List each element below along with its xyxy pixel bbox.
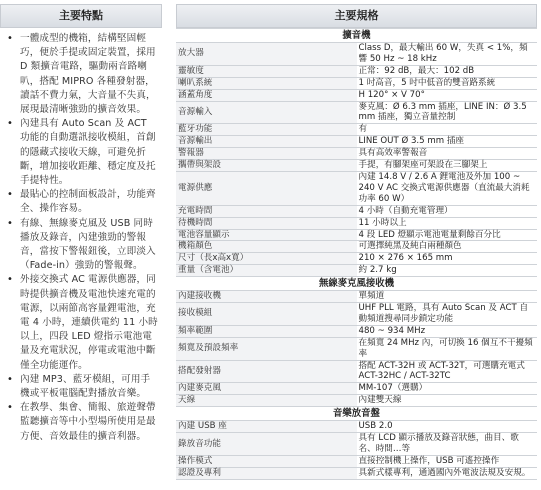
spec-value: USB 2.0 <box>357 421 538 433</box>
spec-key: 警報器 <box>176 148 357 160</box>
spec-value: 4 小時（自動充電管理） <box>357 205 538 217</box>
spec-key: 放大器 <box>176 43 357 66</box>
feature-text: 內建具有 Auto Scan 及 ACT 功能的自動選訊接收模組，首創的隱藏式接收天線，可避免折斷，增加接收距離、穩定度及托手提特性。 <box>20 118 156 187</box>
spec-key: 頻率範圍 <box>176 325 357 337</box>
spec-value: LINE OUT Ø 3.5 mm 插座 <box>357 136 538 148</box>
spec-row <box>176 433 537 456</box>
feature-text: 內建 MP3、藍牙模組，可用手機或平板電腦配對播放音樂。 <box>20 373 151 400</box>
spec-key: 天線 <box>176 395 357 407</box>
spec-value: 11 小時以上 <box>357 217 538 229</box>
section-title: 無線麥克風接收機 <box>176 277 537 291</box>
spec-row <box>176 360 537 383</box>
spec-row <box>176 467 537 479</box>
feature-text: 最貼心的控制面板設計，功能齊全、操作容易。 <box>20 189 156 215</box>
spec-key: 喇叭系統 <box>176 77 357 89</box>
feature-item <box>4 188 158 216</box>
spec-key: 涵蓋角度 <box>176 89 357 101</box>
spec-row <box>176 65 537 77</box>
spec-row <box>176 136 537 148</box>
spec-value: 手提，有腳架座可架設在三腳架上 <box>357 160 538 172</box>
spec-key: 認證及專利 <box>176 467 357 479</box>
spec-value: 有 <box>357 124 538 136</box>
spec-key: 機箱顏色 <box>176 241 357 253</box>
section-title: 擴音機 <box>176 29 537 43</box>
spec-row <box>176 171 537 205</box>
spec-value: 直接控制機上操作，USB 可遙控操作 <box>357 455 538 467</box>
spec-value: 單頻道 <box>357 291 538 303</box>
spec-row <box>176 148 537 160</box>
feature-text: 外接交換式 AC 電源供應器，同時提供擴音機及電池快速充電的電源，以兩節高容量鋰電池，充電 4 小時，連續供電約 11 小時以上，四段 LED 燈指示電池電量及充電狀況，停電或電池中斷僅全功能運作。 <box>20 274 158 371</box>
spec-value: 在頻寬 24 MHz 內，可切換 16 個互不干擾頻率 <box>357 337 538 360</box>
spec-row <box>176 303 537 326</box>
spec-value: 內建雙天線 <box>357 395 538 407</box>
bullet-icon: • <box>7 33 13 44</box>
spec-row <box>176 43 537 66</box>
spec-value: 210 × 276 × 165 mm <box>357 253 538 265</box>
spec-row <box>176 229 537 241</box>
spec-value: UHF PLL 電路，具有 Auto Scan 及 ACT 自動頻道搜尋同步鎖定功能 <box>357 303 538 326</box>
spec-value: 搭配 ACT-32H 或 ACT-32T，可選購充電式 ACT-32HC / ACT-32TC <box>357 360 538 383</box>
spec-key: 錄放音功能 <box>176 433 357 456</box>
spec-row <box>176 253 537 265</box>
specs-table <box>176 28 537 480</box>
spec-value: 1 吋高音，5 吋中低音的雙音路系統 <box>357 77 538 89</box>
spec-key: 接收模組 <box>176 303 357 326</box>
spec-row <box>176 217 537 229</box>
spec-row <box>176 160 537 172</box>
spec-row <box>176 89 537 101</box>
spec-key: 操作模式 <box>176 455 357 467</box>
spec-key: 充電時間 <box>176 205 357 217</box>
spec-key: 尺寸（長x高x寬） <box>176 253 357 265</box>
feature-item <box>4 32 158 117</box>
spec-value: 具有高效率警報音 <box>357 148 538 160</box>
spec-row <box>176 291 537 303</box>
spec-value: 約 2.7 kg <box>357 265 538 277</box>
spec-row <box>176 395 537 407</box>
spec-key: 電池容量顯示 <box>176 229 357 241</box>
bullet-icon: • <box>7 373 13 385</box>
specs-panel <box>176 4 537 480</box>
spec-key: 攜帶與架設 <box>176 160 357 172</box>
spec-value: MM-107（選購） <box>357 383 538 395</box>
spec-value: 內建 14.8 V / 2.6 A 鋰電池及外加 100 ~ 240 V AC 交換式電源供應器（直流最大消耗功率 60 W） <box>357 171 538 205</box>
features-title: 主要特點 <box>0 4 162 28</box>
spec-row <box>176 124 537 136</box>
spec-key: 待機時間 <box>176 217 357 229</box>
spec-section-heading <box>176 29 537 43</box>
feature-item <box>4 273 158 372</box>
bullet-icon: • <box>7 402 13 414</box>
features-list <box>0 28 162 444</box>
spec-value: 可選擇純黑及純白兩種顏色 <box>357 241 538 253</box>
feature-item <box>4 373 158 401</box>
spec-row <box>176 101 537 124</box>
feature-text: 在教學、集會、簡報、旅遊聲帶監聽擴音等中小型場所使用是最方便、音效最佳的擴音利器。 <box>20 402 156 442</box>
spec-key: 重量（含電池） <box>176 265 357 277</box>
spec-value: 4 段 LED 燈顯示電池電量剩餘百分比 <box>357 229 538 241</box>
spec-row <box>176 265 537 277</box>
bullet-icon: • <box>7 118 13 130</box>
feature-item <box>4 117 158 188</box>
spec-row <box>176 325 537 337</box>
spec-key: 藍牙功能 <box>176 124 357 136</box>
spec-key: 頻寬及預設頻率 <box>176 337 357 360</box>
bullet-icon: • <box>7 217 13 229</box>
spec-row <box>176 421 537 433</box>
spec-key: 音源輸入 <box>176 101 357 124</box>
spec-key: 內建 USB 座 <box>176 421 357 433</box>
feature-item <box>4 401 158 444</box>
spec-key: 內建接收機 <box>176 291 357 303</box>
feature-text: 有線、無線麥克風及 USB 同時播放及錄音，內建強勁的警報音，當按下警報鈕後，立即淡入（Fade-in）強勁的警報聲。 <box>20 217 156 272</box>
bullet-icon: • <box>7 189 13 201</box>
spec-row <box>176 241 537 253</box>
spec-row <box>176 455 537 467</box>
spec-row <box>176 205 537 217</box>
section-title: 音樂放音盤 <box>176 407 537 421</box>
feature-item <box>4 217 158 274</box>
spec-row <box>176 77 537 89</box>
spec-value: 正常：92 dB，最大：102 dB <box>357 65 538 77</box>
spec-value: 具新式樣專利，通過國內外電波法規及安規。 <box>357 467 538 479</box>
spec-section-heading <box>176 277 537 291</box>
features-panel <box>0 4 162 486</box>
spec-value: 具有 LCD 顯示播放及錄音狀態，曲目、歌名、時間…等 <box>357 433 538 456</box>
spec-value: 麥克風：Ø 6.3 mm 插座，LINE IN：Ø 3.5 mm 插座，獨立音量控制 <box>357 101 538 124</box>
feature-text: 一體成型的機箱，結構堅固輕巧，便於手提或固定裝置，採用 D 類擴音電路，驅動兩音路喇叭，搭配 MIPRO 各種發射器，讀話不費力氣，大音量不失真，展現最清晰強勁的擴音效果。 <box>20 33 156 116</box>
spec-key: 內建麥克風 <box>176 383 357 395</box>
spec-value: H 120° × V 70° <box>357 89 538 101</box>
spec-row <box>176 337 537 360</box>
spec-key: 電源供應 <box>176 171 357 205</box>
spec-key: 搭配發射器 <box>176 360 357 383</box>
bullet-icon: • <box>7 274 13 286</box>
spec-key: 靈敏度 <box>176 65 357 77</box>
specs-title: 主要規格 <box>176 4 537 28</box>
spec-value: 480 ~ 934 MHz <box>357 325 538 337</box>
spec-section-heading <box>176 407 537 421</box>
spec-value: Class D，最大輸出 60 W，失真 < 1%，頻響 50 Hz ~ 18 kHz <box>357 43 538 66</box>
spec-key: 音源輸出 <box>176 136 357 148</box>
spec-row <box>176 383 537 395</box>
